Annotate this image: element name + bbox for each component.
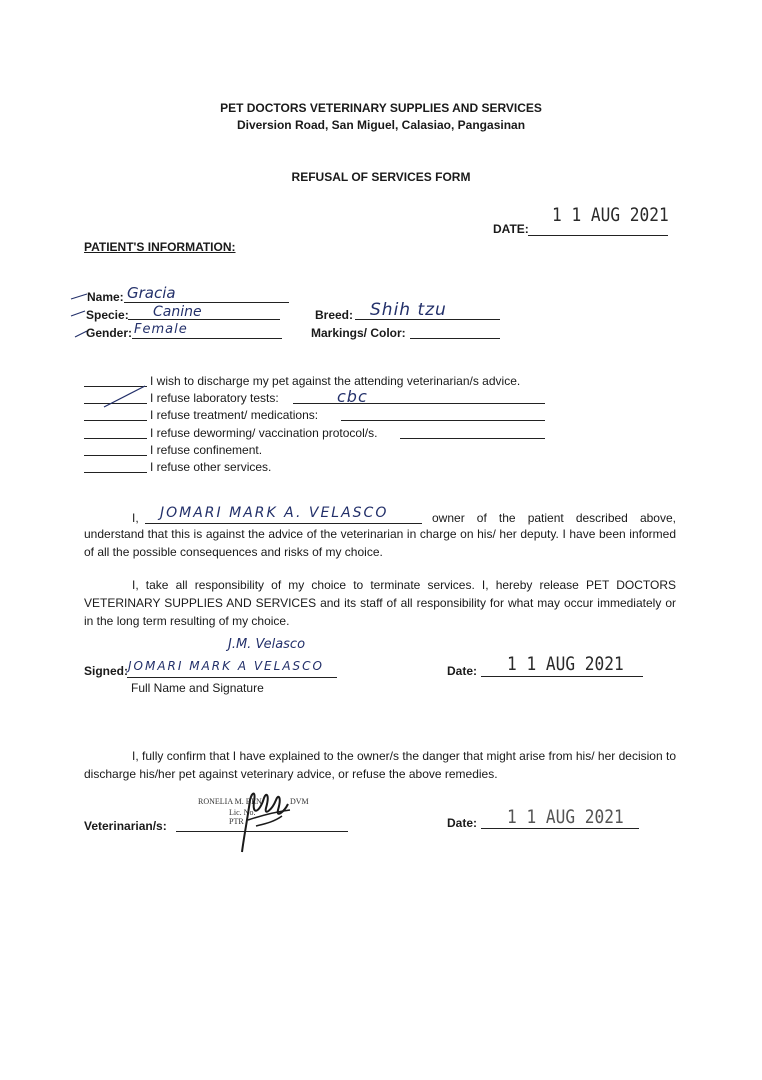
statement1-body: understand that this is against the advice of the veterinarian in charge on his/ her deputy. I have been informed of all the possible consequences and risks of my choice. (84, 527, 676, 559)
name-value: Gracia (127, 284, 176, 302)
refusal-blank-4 (84, 438, 147, 439)
specie-line (128, 319, 280, 320)
refusal-blank-6 (84, 472, 147, 473)
breed-label: Breed: (315, 308, 354, 322)
statement1-suffix: owner of the patient described above, (432, 511, 676, 525)
vet-stamp-license: Lic. No. (229, 808, 256, 817)
vet-stamp-ptr: PTR (229, 817, 244, 826)
signed-caption: Full Name and Signature (131, 681, 264, 695)
gender-line (132, 338, 282, 339)
refusal-discharge: I wish to discharge my pet against the attending veterinarian/s advice. (150, 374, 521, 388)
vet-date-label: Date: (447, 816, 478, 830)
refusal-deworming: I refuse deworming/ vaccination protocol/s. (150, 426, 378, 440)
statement2: I, take all responsibility of my choice to terminate services. I, hereby release PET DOCTORS VETERINARY SUPPLIES AND SERVICES and its staff of all responsibility for what may occur immediately or in the long term resulting of my choice. (84, 578, 676, 628)
refusal-blank-3 (84, 420, 147, 421)
vet-stamp-suffix: DVM (290, 797, 309, 806)
vet-date-line (481, 828, 639, 829)
form-title: REFUSAL OF SERVICES FORM (291, 170, 471, 184)
treatment-line (341, 420, 545, 421)
statement3: I, fully confirm that I have explained to the owner/s the danger that might arise from his/ her decision to discharge his/her pet against veterinary advice, or refuse the above remedies. (84, 749, 676, 781)
vet-stamp-name: RONELIA M. BEN (198, 797, 262, 806)
deworming-line (400, 438, 545, 439)
date-line (528, 235, 668, 236)
company-name: PET DOCTORS VETERINARY SUPPLIES AND SERVICES (220, 101, 542, 115)
signed-date-label: Date: (447, 664, 478, 678)
name-line (124, 302, 289, 303)
owner-signature-name: JOMARI MARK A VELASCO (128, 659, 324, 673)
refusal-confinement: I refuse confinement. (150, 443, 263, 457)
laboratory-value: cbc (337, 387, 368, 406)
signed-label: Signed: (84, 664, 128, 678)
markings-label: Markings/ Color: (311, 326, 406, 340)
gender-label: Gender: (86, 326, 133, 340)
statement1-prefix: I, (132, 511, 139, 525)
refusal-other: I refuse other services. (150, 460, 272, 474)
owner-initials-signature: J.M. Velasco (228, 637, 306, 652)
gender-value: Female (134, 322, 188, 337)
owner-name-handwritten: JOMARI MARK A. VELASCO (160, 505, 389, 521)
refusal-treatment: I refuse treatment/ medications: (150, 408, 319, 422)
company-address: Diversion Road, San Miguel, Calasiao, Pangasinan (236, 118, 526, 132)
date-stamp: 1 1 AUG 2021 (552, 204, 669, 226)
laboratory-line (293, 403, 545, 404)
breed-line (355, 319, 500, 320)
refusal-blank-5 (84, 455, 147, 456)
patient-section-title: PATIENT'S INFORMATION: (84, 240, 236, 254)
veterinarian-label: Veterinarian/s: (84, 819, 167, 833)
refusal-laboratory: I refuse laboratory tests: (150, 391, 279, 405)
specie-value: Canine (153, 304, 202, 320)
vet-date-stamp: 1 1 AUG 2021 (507, 806, 624, 828)
name-label: Name: (87, 290, 124, 304)
refusal-check-mark (100, 384, 150, 410)
signed-line (127, 677, 337, 678)
date-label: DATE: (493, 222, 529, 236)
vet-signature (234, 786, 298, 856)
signed-date-stamp: 1 1 AUG 2021 (507, 653, 624, 675)
owner-name-line (145, 523, 422, 524)
specie-label: Specie: (86, 308, 129, 322)
veterinarian-line (176, 831, 348, 832)
signed-date-line (481, 676, 643, 677)
breed-value: Shih tzu (370, 300, 447, 320)
markings-line (410, 338, 500, 339)
